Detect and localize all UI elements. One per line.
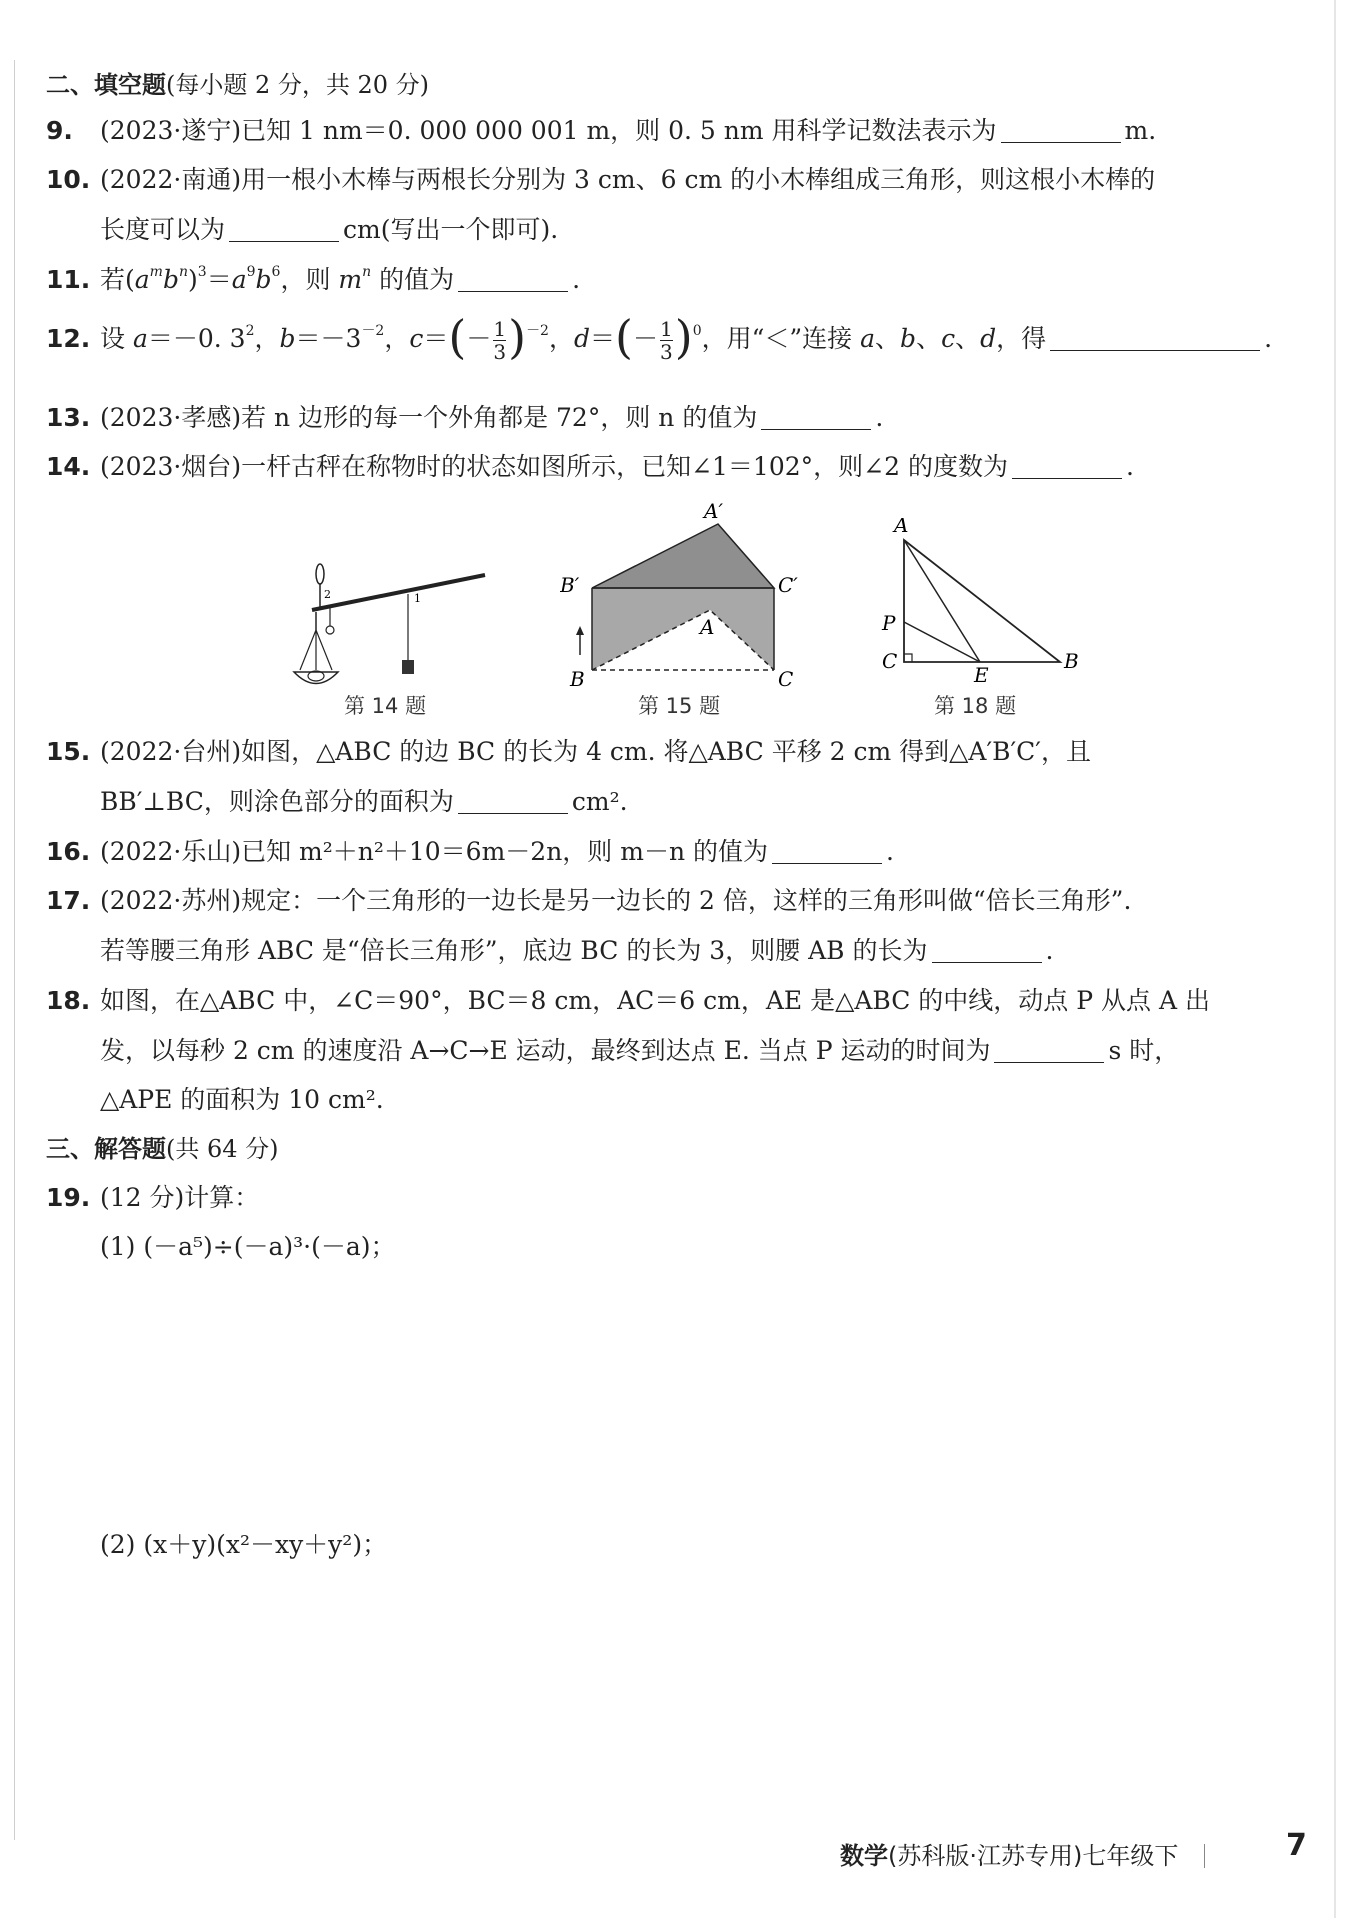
- page-edge: [1334, 0, 1336, 1918]
- q9-number: 9.: [46, 116, 73, 145]
- q17-text-line2: 若等腰三角形 ABC 是“倍长三角形”，底边 BC 的长为 3，则腰 AB 的长为: [100, 936, 928, 965]
- margin-line: [14, 60, 15, 1840]
- q13-number: 13.: [46, 403, 91, 432]
- q10-text-line2: 长度可以为: [100, 215, 226, 244]
- footer-divider: [1204, 1844, 1205, 1868]
- q17-number: 17.: [46, 886, 91, 915]
- fraction-c: $\frac{1}{3}$: [493, 317, 507, 364]
- question-12: 12. 设 a＝－0. $3^2$，$b=-3^{-2}$，c＝(－ $\frac{1}{3}$ )$^{-2}$，d＝(－ $\frac{1}{3}$ )$^0$，用“＜”连接 a、b、c、d，得 .: [46, 310, 1273, 364]
- q12-answer-blank[interactable]: [1050, 324, 1260, 351]
- label-C: C: [882, 649, 898, 673]
- question-14: 14. (2023·烟台)一杆古秤在称物时的状态如图所示，已知∠1＝102°，则∠2 的度数为 .: [46, 450, 1134, 484]
- label-A: A: [894, 518, 909, 537]
- q11-number: 11.: [46, 265, 91, 294]
- label-B: B: [570, 667, 585, 690]
- question-18: [46, 984, 1210, 1018]
- q19-part2-text: (2) (x＋y)(x²－xy＋y²)；: [100, 1530, 388, 1559]
- q10-text-line1: (2022·南通)用一根小木棒与两根长分别为 3 cm、6 cm 的小木棒组成三角形，则这根小木棒的: [100, 165, 1156, 194]
- question-16: 16. (2022·乐山)已知 m²＋n²＋10＝6m－2n，则 m－n 的值为 .: [46, 835, 894, 869]
- label-C-prime: C′: [778, 573, 798, 597]
- q15-text-line2: BB′⊥BC，则涂色部分的面积为: [100, 787, 454, 816]
- figure-14-steelyard: [290, 560, 490, 700]
- q9-unit: m.: [1124, 116, 1157, 145]
- q19-part2: [100, 1528, 387, 1562]
- question-18-line3: [100, 1083, 384, 1117]
- figure-18-right-triangle: [880, 518, 1090, 688]
- q15-number: 15.: [46, 737, 91, 766]
- q18-text-line1: 如图，在△ABC 中，∠C＝90°，BC＝8 cm，AC＝6 cm，AE 是△ABC 的中线，动点 P 从点 A 出: [100, 986, 1210, 1015]
- q19-part1: [100, 1230, 396, 1264]
- q14-answer-blank[interactable]: [1012, 452, 1122, 479]
- label-A-prime: A′: [704, 500, 723, 523]
- q18-text-line2: 发，以每秒 2 cm 的速度沿 A→C→E 运动，最终到达点 E. 当点 P 运动的时间为: [100, 1036, 991, 1065]
- q10-answer-blank[interactable]: [229, 215, 339, 242]
- question-19: [46, 1181, 259, 1215]
- question-10: [46, 163, 1155, 197]
- question-15: [46, 735, 1091, 769]
- page-number: 7: [1286, 1828, 1307, 1863]
- figure-18-caption: 第 18 题: [934, 694, 1017, 718]
- label-B: B: [1064, 649, 1079, 673]
- q17-text-line1: (2022·苏州)规定：一个三角形的一边长是另一边长的 2 倍，这样的三角形叫做“倍长三角形”.: [100, 886, 1132, 915]
- figure-14-caption: 第 14 题: [344, 694, 427, 718]
- q17-answer-blank[interactable]: [932, 936, 1042, 963]
- question-17: [46, 884, 1131, 918]
- q18-answer-blank[interactable]: [994, 1036, 1104, 1063]
- q13-answer-blank[interactable]: [761, 403, 871, 430]
- section3-note: (共 64 分): [166, 1135, 279, 1163]
- q18-text-line3: △APE 的面积为 10 cm².: [100, 1085, 384, 1114]
- q13-text: (2023·孝感)若 n 边形的每一个外角都是 72°，则 n 的值为: [100, 403, 758, 432]
- question-18-line2: 发，以每秒 2 cm 的速度沿 A→C→E 运动，最终到达点 E. 当点 P 运动的时间为 s 时，: [100, 1036, 1180, 1065]
- footer-edition: (苏科版·江苏专用)七年级下: [888, 1842, 1179, 1870]
- section2-title: 二、填空题: [46, 71, 166, 99]
- q14-text: (2023·烟台)一杆古秤在称物时的状态如图所示，已知∠1＝102°，则∠2 的度数为: [100, 452, 1008, 481]
- q14-number: 14.: [46, 452, 91, 481]
- label-A: A: [700, 615, 715, 639]
- q16-number: 16.: [46, 837, 91, 866]
- q19-text: (12 分)计算：: [100, 1183, 260, 1212]
- fraction-d: $\frac{1}{3}$: [660, 317, 673, 364]
- question-10-line2: [100, 213, 558, 247]
- q10-number: 10.: [46, 165, 91, 194]
- label-P: P: [882, 611, 896, 635]
- footer-subject: 数学: [840, 1842, 888, 1870]
- figure-15-caption: 第 15 题: [638, 694, 721, 718]
- label-B-prime: B′: [560, 573, 580, 597]
- question-17-line2: 若等腰三角形 ABC 是“倍长三角形”，底边 BC 的长为 3，则腰 AB 的长为 .: [100, 936, 1054, 965]
- q9-answer-blank[interactable]: [1001, 116, 1121, 143]
- question-15-line2: BB′⊥BC，则涂色部分的面积为 cm².: [100, 787, 628, 816]
- angle-1-label: 1: [414, 592, 421, 605]
- q10-unit: cm(写出一个即可).: [343, 215, 559, 244]
- question-11: 11. 若$(a^mb^n)^3=a^9b^6$，则 $m^n$ 的值为 .: [46, 263, 580, 297]
- section3-title: 三、解答题: [46, 1135, 166, 1163]
- q19-part1-text: (1) (－a⁵)÷(－a)³·(－a)；: [100, 1232, 396, 1261]
- angle-2-label: 2: [324, 588, 331, 601]
- q15-answer-blank[interactable]: [458, 787, 568, 814]
- section2-note: (每小题 2 分，共 20 分): [166, 71, 430, 99]
- page-footer: [840, 1836, 1225, 1871]
- q16-text: (2022·乐山)已知 m²＋n²＋10＝6m－2n，则 m－n 的值为: [100, 837, 769, 866]
- q16-answer-blank[interactable]: [772, 837, 882, 864]
- section3-heading: [46, 1132, 279, 1166]
- q9-text: (2023·遂宁)已知 1 nm＝0. 000 000 001 m，则 0. 5 nm 用科学记数法表示为: [100, 116, 997, 145]
- figure-15-translation: [560, 500, 800, 690]
- label-C: C: [778, 667, 794, 690]
- label-E: E: [974, 663, 989, 687]
- question-13: 13. (2023·孝感)若 n 边形的每一个外角都是 72°，则 n 的值为 .: [46, 401, 883, 435]
- q15-text-line1: (2022·台州)如图，△ABC 的边 BC 的长为 4 cm. 将△ABC 平移 2 cm 得到△A′B′C′，且: [100, 737, 1091, 766]
- q18-number: 18.: [46, 986, 91, 1015]
- question-9: [46, 114, 1156, 148]
- q12-number: 12.: [46, 324, 91, 353]
- q11-answer-blank[interactable]: [458, 265, 568, 292]
- q19-number: 19.: [46, 1183, 91, 1212]
- section2-heading: [46, 68, 429, 102]
